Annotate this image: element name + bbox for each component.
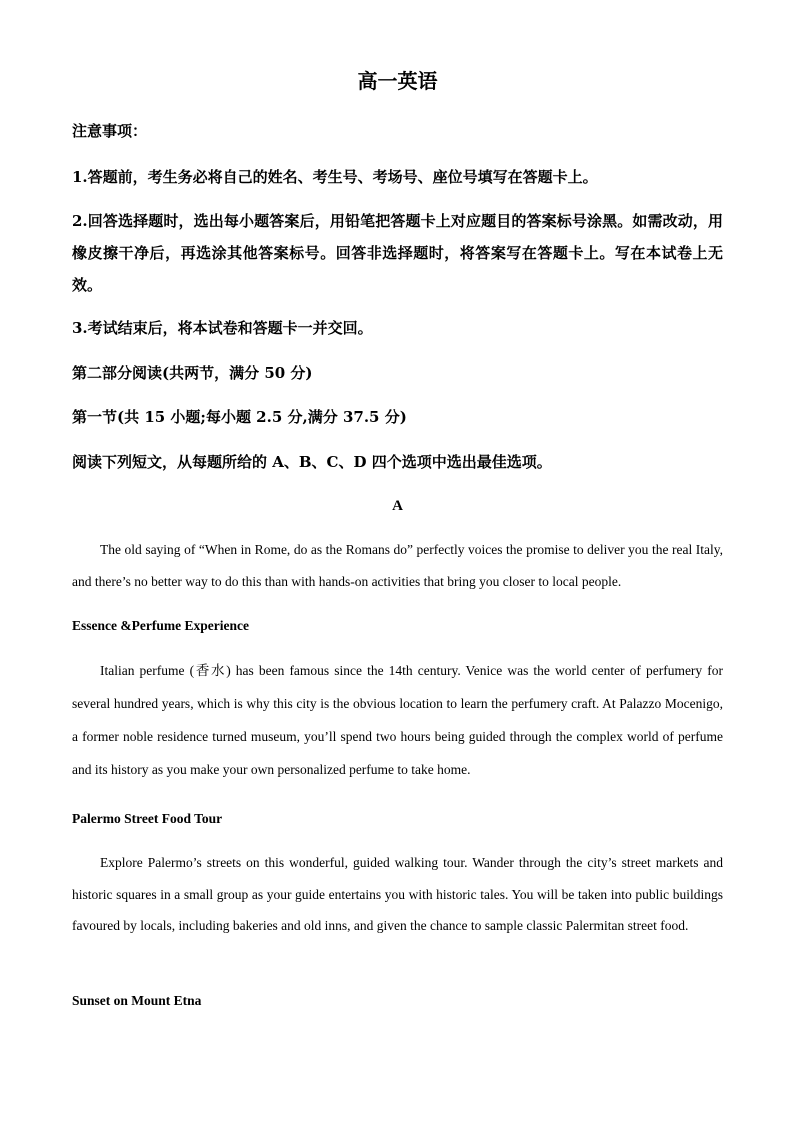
activity-heading-street-food: Palermo Street Food Tour <box>72 811 223 826</box>
page-title: 高一英语 <box>357 69 438 93</box>
notice-item-1: 1.答题前，考生务必将自己的姓名、考生号、考场号、座位号填写在答题卡上。 <box>72 168 598 186</box>
activity-heading-etna: Sunset on Mount Etna <box>72 993 202 1008</box>
activity-text-perfume: Italian perfume (香水) has been famous since the 14th century. Venice was the world center of perfumery for several hundred years, which is why this city is the obvious location to learn the perfumery craft. At Palazzo Mocenigo, a former noble residence turned museum, you’ll spend two hours being guided through the complex world of perfume and its history as you make your own personalized perfume to take home. <box>72 663 723 777</box>
activity-text-street-food: Explore Palermo’s streets on this wonderful, guided walking tour. Wander through the city’s street markets and historic squares in a small group as your guide entertains you with historic tales. You will be taken into public buildings favoured by locals, including bakeries and old inns, and given the chance to sample classic Palermitan street food. <box>72 855 723 933</box>
reading-instruction: 阅读下列短文，从每题所给的 A、B、C、D 四个选项中选出最佳选项。 <box>72 453 552 471</box>
part-title: 第二部分阅读(共两节，满分 50 分) <box>72 364 313 382</box>
notice-heading: 注意事项： <box>72 122 148 140</box>
section-title: 第一节(共 15 小题;每小题 2.5 分,满分 37.5 分) <box>72 408 407 426</box>
passage-letter: A <box>392 498 403 514</box>
notice-item-2: 2.回答选择题时，选出每小题答案后，用铅笔把答题卡上对应题目的答案标号涂黑。如需改动，用橡皮擦干净后，再选涂其他答案标号。回答非选择题时，将答案写在答题卡上。写在本试卷上无效。 <box>72 212 723 294</box>
activity-heading-perfume: Essence &Perfume Experience <box>72 618 249 633</box>
passage-intro: The old saying of “When in Rome, do as the Romans do” perfectly voices the promise to deliver you the real Italy, and there’s no better way to do this than with hands-on activities that bring you closer to local people. <box>72 542 723 589</box>
notice-item-3: 3.考试结束后，将本试卷和答题卡一并交回。 <box>72 319 373 337</box>
